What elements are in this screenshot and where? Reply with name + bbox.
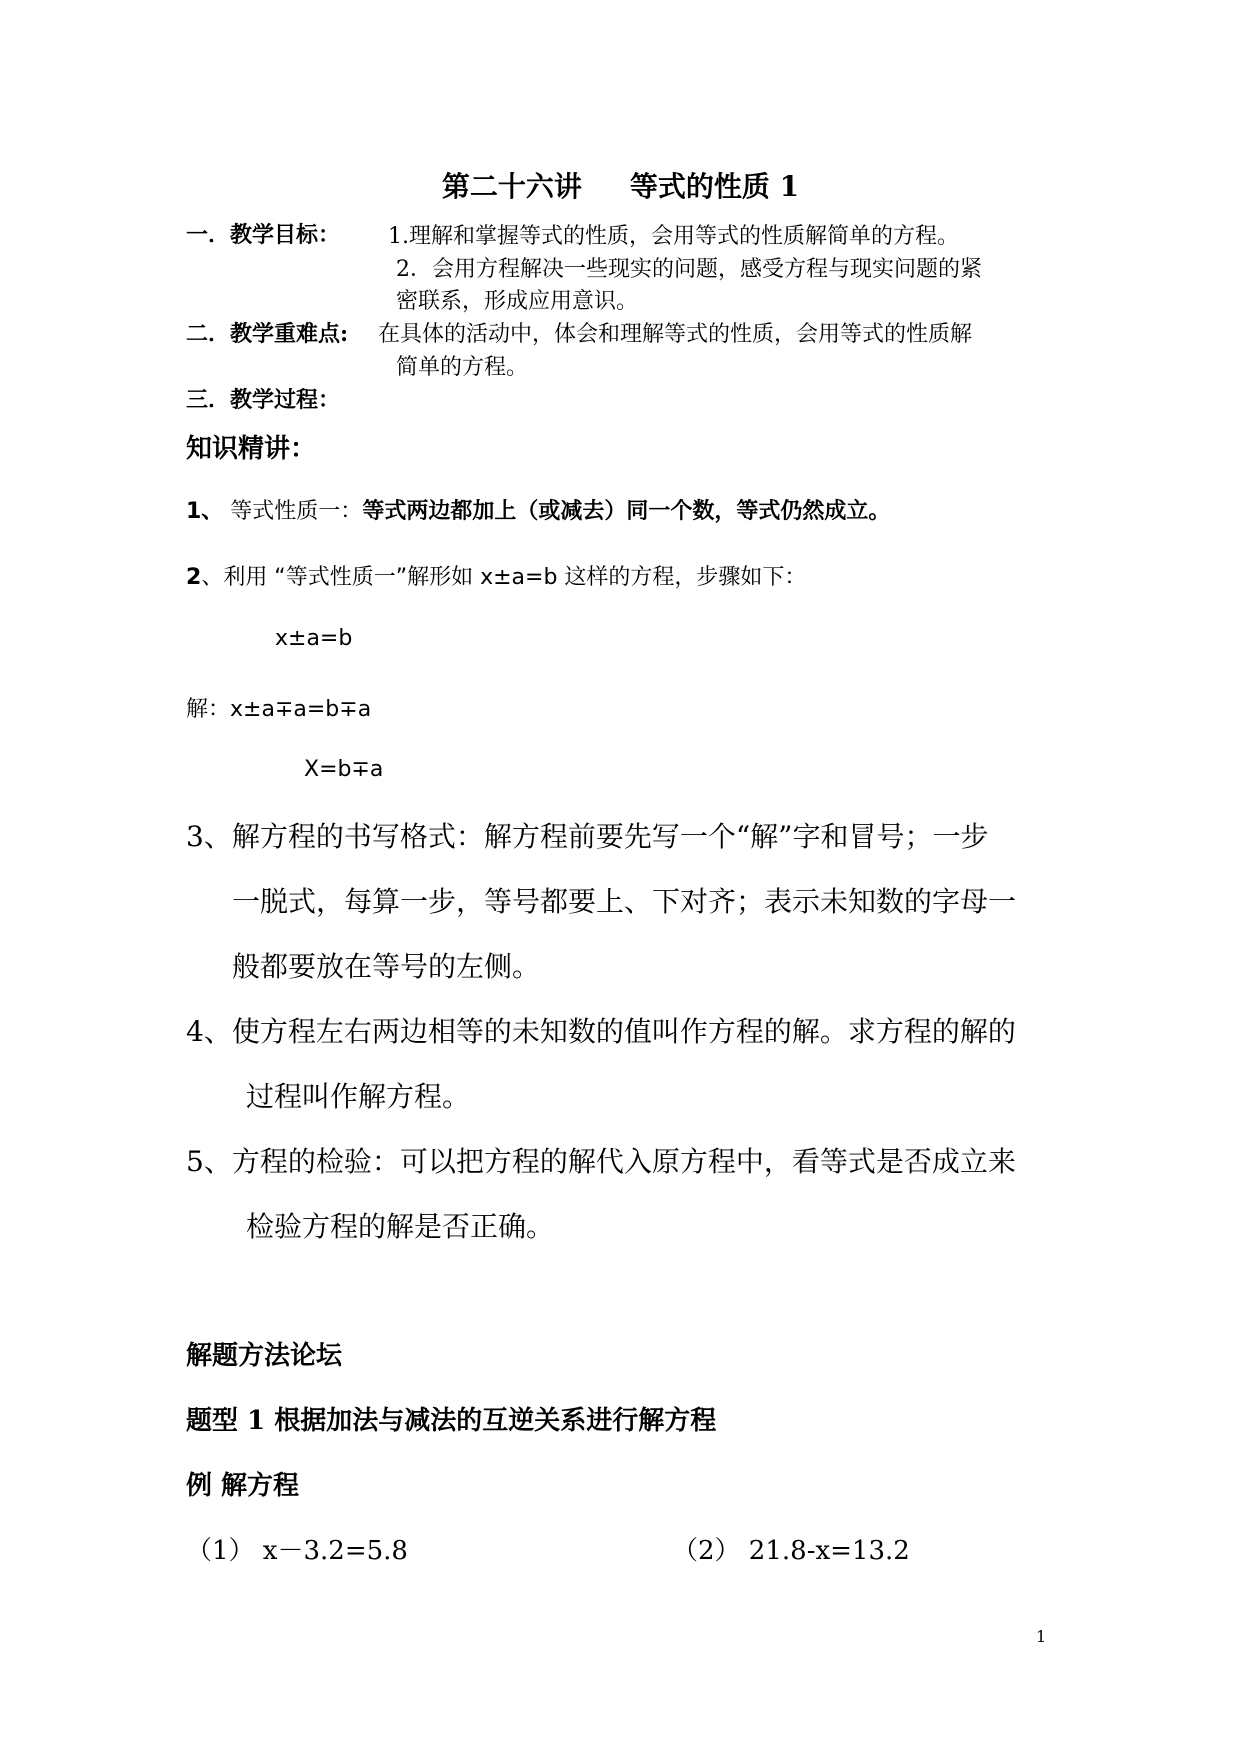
formula-equation: x±a=b	[275, 626, 353, 651]
knowledge-point-4-line1: 4、使方程左右两边相等的未知数的值叫作方程的解。求方程的解的	[186, 1015, 1016, 1048]
formula-solution-step: x±a∓a=b∓a	[230, 697, 372, 722]
section-difficulty-line2: 简单的方程。	[396, 355, 529, 380]
example-equation-1: （1） x－3.2=5.8	[186, 1536, 408, 1566]
point-1-statement: 等式两边都加上（或减去）同一个数，等式仍然成立。	[362, 499, 891, 524]
section-goals-line1: 1.理解和掌握等式的性质，会用等式的性质解简单的方程。	[388, 224, 959, 249]
title-lecture: 第二十六讲	[441, 170, 582, 203]
knowledge-heading: 知识精讲：	[186, 434, 317, 464]
example-equation-2: （2） 21.8-x=13.2	[672, 1536, 910, 1566]
page-number: 1	[1036, 1627, 1047, 1646]
section-goals-line3: 密联系，形成应用意识。	[396, 289, 639, 314]
formula-solution-label: 解：	[186, 697, 231, 722]
formula-result: X=b∓a	[304, 757, 384, 782]
point-1-prefix: 等式性质一：	[223, 499, 363, 524]
section-goals-label: 一．教学目标：	[186, 222, 341, 248]
title-topic: 等式的性质 1	[629, 170, 800, 203]
knowledge-point-2	[186, 560, 806, 591]
knowledge-point-3-line2: 一脱式，每算一步，等号都要上、下对齐；表示未知数的字母一	[232, 885, 1017, 918]
knowledge-point-1	[186, 494, 890, 525]
section-difficulty-label: 二．教学重难点:	[186, 321, 349, 347]
knowledge-point-5-line2: 检验方程的解是否正确。	[246, 1210, 555, 1243]
formula-solution-line	[186, 692, 371, 723]
knowledge-point-5-line1: 5、方程的检验：可以把方程的解代入原方程中，看等式是否成立来	[186, 1145, 1016, 1178]
knowledge-point-3-line3: 般都要放在等号的左侧。	[232, 950, 541, 983]
point-1-number: 1、	[186, 499, 224, 524]
problem-type-1: 题型 1 根据加法与减法的互逆关系进行解方程	[186, 1406, 717, 1436]
example-heading: 例 解方程	[186, 1471, 300, 1501]
knowledge-point-3-line1: 3、解方程的书写格式：解方程前要先写一个“解”字和冒号；一步	[186, 820, 989, 853]
forum-heading: 解题方法论坛	[186, 1341, 343, 1371]
page-title	[0, 165, 1241, 205]
point-2-number: 2	[186, 565, 202, 590]
knowledge-point-4-line2: 过程叫作解方程。	[246, 1080, 471, 1113]
point-2-text: 、利用 “等式性质一”解形如 x±a=b 这样的方程，步骤如下：	[201, 565, 807, 590]
section-goals-line2: 2．会用方程解决一些现实的问题，感受方程与现实问题的紧	[396, 257, 982, 282]
section-difficulty-line1: 在具体的活动中，体会和理解等式的性质，会用等式的性质解	[378, 322, 973, 347]
section-process-label: 三．教学过程：	[186, 387, 341, 413]
